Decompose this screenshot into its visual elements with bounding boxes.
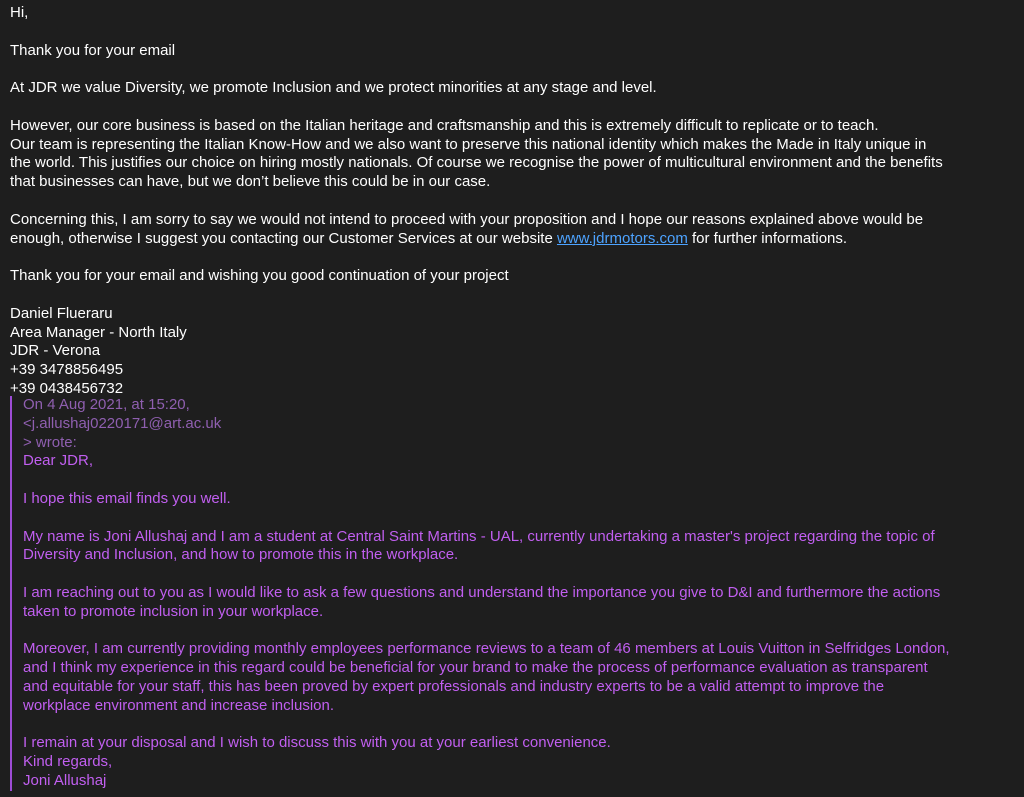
reply-body [10, 4, 1022, 399]
signature-title: Area Manager - North Italy [10, 323, 187, 341]
quote-header [23, 396, 1024, 452]
quote-paragraph [23, 640, 1024, 715]
quote-signoff: Kind regards, [23, 753, 113, 771]
website-link[interactable]: www.jdrmotors.com [556, 229, 688, 247]
quote-salutation: Dear JDR, [23, 452, 94, 470]
signature-block [10, 305, 1022, 399]
quote-text-line: Moreover, I am currently providing monthly employees performance reviews to a team of 46 members at Louis Vuitton in Selfridges London, [23, 640, 950, 658]
reply-greeting: Hi, [10, 4, 29, 21]
reply-paragraph-diversity: At JDR we value Diversity, we promote Inclusion and we protect minorities at any stage and level. [10, 79, 657, 97]
quote-paragraph [23, 584, 1024, 622]
reply-paragraph-decline [10, 211, 1022, 249]
reply-text-segment: for further informations. [687, 229, 848, 247]
signature-name: Daniel Flueraru [10, 304, 113, 322]
reply-text-line: Our team is representing the Italian Know-How and we also want to preserve this national identity which makes the Made in Italy unique in [10, 135, 927, 153]
signature-phone: +39 0438456732 [10, 379, 124, 397]
signature-phone: +39 3478856495 [10, 361, 124, 379]
reply-paragraph-heritage [10, 117, 1022, 192]
reply-text-line: However, our core business is based on the Italian heritage and craftsmanship and this is extremely difficult to replicate or to teach. [10, 116, 879, 134]
reply-text-segment: enough, otherwise I suggest you contacting our Customer Services at our website [10, 229, 557, 247]
quote-text-line: workplace environment and increase inclusion. [23, 696, 335, 714]
reply-closing: Thank you for your email and wishing you good continuation of your project [10, 267, 509, 285]
quote-header-line: > wrote: [23, 433, 77, 451]
quote-text-line: I am reaching out to you as I would like to ask a few questions and understand the importance you give to D&I and furthermore the actions [23, 583, 941, 601]
reply-text-line: Concerning this, I am sorry to say we would not intend to proceed with your proposition and I hope our reasons explained above would be [10, 210, 924, 228]
quoted-message [10, 396, 1024, 791]
reply-text-line [10, 230, 1022, 249]
quote-text-line: My name is Joni Allushaj and I am a student at Central Saint Martins - UAL, currently undertaking a master's project regarding the topic of [23, 527, 935, 545]
reply-text-line: the world. This justifies our choice on hiring mostly nationals. Of course we recognise the power of multicultural environment and the benefits [10, 154, 943, 172]
quote-paragraph: I remain at your disposal and I wish to discuss this with you at your earliest convenience. [23, 734, 611, 752]
quote-text-line: and equitable for your staff, this has been proved by expert professionals and industry experts to be a valid attempt to improve the [23, 677, 885, 695]
quote-text-line: and I think my experience in this regard could be beneficial for your brand to make the process of performance evaluation as transparent [23, 659, 928, 677]
quote-sender: Joni Allushaj [23, 771, 107, 789]
quote-paragraph [23, 528, 1024, 566]
quote-header-line: <j.allushaj0220171@art.ac.uk [23, 414, 222, 432]
quote-header-line: On 4 Aug 2021, at 15:20, [23, 396, 190, 413]
quote-text-line: taken to promote inclusion in your workplace. [23, 602, 324, 620]
quote-text-line: Diversity and Inclusion, and how to promote this in the workplace. [23, 546, 459, 564]
reply-text-line: that businesses can have, but we don’t believe this could be in our case. [10, 173, 491, 191]
reply-thanks: Thank you for your email [10, 41, 176, 59]
signature-office: JDR - Verona [10, 342, 101, 360]
quote-paragraph: I hope this email finds you well. [23, 489, 231, 507]
